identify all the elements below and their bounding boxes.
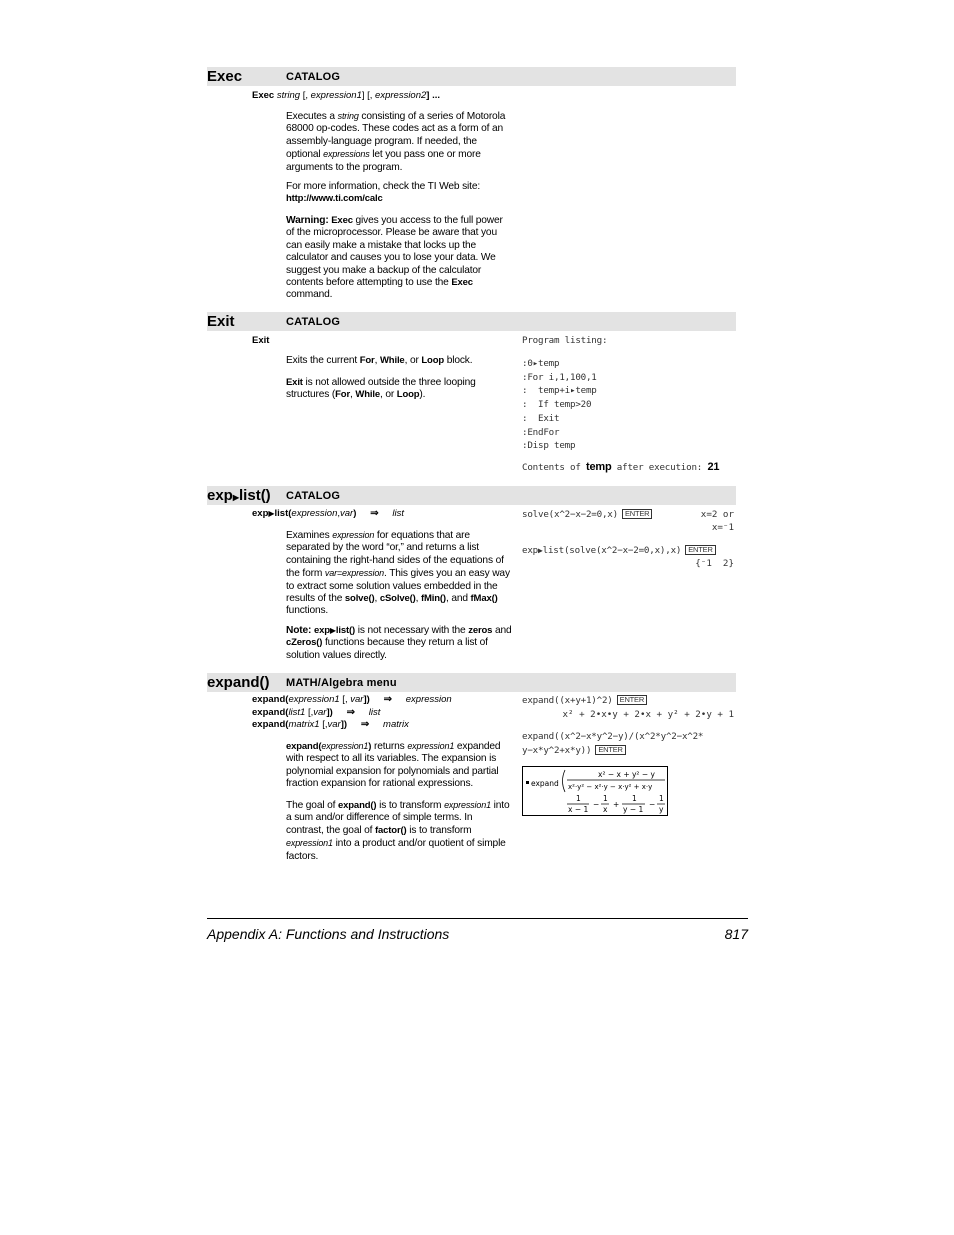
operator: − (593, 800, 600, 809)
code: solve(x^2−x−2=0,x) (522, 509, 618, 520)
syntax-result: list (392, 508, 405, 519)
text: expression1 (321, 741, 369, 751)
text: into a sum and/or difference of simple terms. In contrast, the goal of (286, 800, 510, 836)
term-numerator: 1 (632, 794, 637, 803)
term-numerator: 1 (603, 794, 608, 803)
code: fMax() (470, 593, 498, 605)
code: Exec (331, 215, 353, 226)
text: expression1 (444, 800, 491, 810)
code: list() (335, 625, 356, 636)
execution-result (522, 461, 719, 475)
syntax-line (252, 90, 440, 103)
title-part: list() (239, 487, 271, 504)
code-line: : temp+i▸temp (522, 385, 597, 397)
description-paragraph (286, 740, 512, 791)
syntax-result: matrix (383, 719, 409, 730)
text: Exits the current (286, 355, 360, 366)
term-numerator: 1 (659, 794, 664, 803)
syntax-line (252, 719, 409, 732)
warning-label: Warning: (286, 215, 332, 226)
code: cSolve() (379, 593, 416, 605)
code: Exec (451, 277, 473, 289)
enter-key: ENTER (622, 509, 652, 519)
code-line: expand((x^2−x*y^2−y)/(x^2*y^2−x^2* (522, 731, 704, 742)
text: and (492, 625, 512, 636)
code: exp (522, 545, 538, 556)
text: , or (404, 355, 422, 366)
text: expression1 (286, 838, 333, 849)
syntax-arg: expression1 (288, 694, 340, 705)
section-header-exec (207, 67, 736, 86)
example-result: x² + 2•x•y + 2•x + y² + 2•y + 1 (562, 709, 734, 720)
denominator: x²·y² − x²·y − x·y² + x·y (568, 783, 653, 791)
text: after execution: (611, 462, 708, 473)
syntax-punct: [, (305, 707, 314, 718)
syntax-arg: matrix1 (288, 719, 320, 730)
warning-paragraph (286, 215, 512, 302)
syntax-arg: expression2 (372, 90, 427, 101)
text: The goal of (286, 800, 339, 811)
term-denominator: x (603, 805, 608, 814)
info-paragraph (286, 181, 512, 206)
code: While (379, 355, 405, 366)
code: ) (368, 741, 372, 752)
entry-title: expand() (207, 674, 270, 691)
text: functions because they return a list of solution values directly. (286, 637, 488, 661)
syntax-punct: , (337, 508, 341, 519)
syntax-result: list (368, 707, 381, 718)
title-part: exp (207, 487, 233, 504)
program-listing (522, 357, 597, 453)
implies-arrow-icon: ⇒ (360, 719, 370, 730)
text: for equations that are separated by the word “or,” and returns a list containing the right-hand sides of the equations of the form (286, 530, 504, 580)
note-paragraph (286, 625, 512, 662)
text: Examines (286, 530, 333, 541)
text: Executes a (286, 111, 338, 122)
code: solve() (344, 593, 375, 605)
term-denominator: y − 1 (623, 805, 644, 814)
enter-key: ENTER (685, 545, 715, 555)
description-paragraph (286, 529, 512, 618)
text: string (337, 111, 359, 121)
text: , (374, 355, 380, 366)
text: is to transform (376, 800, 445, 811)
numerator: x² − x + y² − y (598, 770, 655, 779)
syntax-arg: var (350, 694, 364, 705)
result-line: x=⁻1 (711, 522, 734, 533)
section-header-expand (207, 673, 736, 692)
implies-arrow-icon: ⇒ (370, 508, 379, 519)
syntax-command: expand( (252, 707, 289, 718)
syntax-punct: ] [, (361, 90, 373, 101)
syntax-arg: var (340, 508, 354, 519)
example-result (701, 508, 734, 534)
entry-title: Exec (207, 68, 243, 85)
example-input (522, 694, 647, 708)
operator: − (649, 800, 656, 809)
text: returns (371, 741, 408, 752)
syntax-punct: ]) (363, 694, 370, 705)
enter-key: ENTER (595, 745, 625, 755)
syntax-punct: ) (353, 508, 357, 519)
entry-title (207, 486, 271, 507)
code: expand((x+y+1)^2) (522, 695, 613, 706)
triangle-right-icon: ▶ (268, 509, 275, 518)
term-denominator: x − 1 (568, 805, 589, 814)
text: , (374, 593, 380, 605)
code: factor() (375, 824, 407, 836)
syntax-arg: expression1 (307, 90, 362, 101)
function-label: expand (531, 779, 559, 788)
code-line: :Disp temp (522, 440, 576, 452)
text: ). (419, 389, 426, 401)
result-line: x=2 or (700, 509, 734, 520)
syntax-arg: list1 (288, 707, 306, 718)
syntax-arg: var (327, 719, 341, 730)
syntax-arg: var (313, 707, 327, 718)
text: , (350, 389, 356, 401)
bullet-marker (526, 781, 529, 784)
code: cZeros() (286, 637, 323, 649)
section-header-explist (207, 486, 736, 505)
restriction-paragraph (286, 377, 512, 402)
syntax-punct: ]) (326, 707, 333, 718)
example-input (522, 508, 652, 522)
menu-location: CATALOG (286, 490, 341, 502)
code-line: : If temp>20 (522, 399, 592, 411)
syntax-command: Exec (252, 90, 275, 101)
menu-location: MATH/Algebra menu (286, 677, 397, 689)
syntax-command: expand( (252, 694, 289, 705)
left-paren (563, 770, 566, 792)
code: fMin() (421, 593, 446, 605)
entry-title: Exit (207, 313, 235, 330)
page-number: 817 (724, 926, 748, 942)
text: expression1 (407, 741, 455, 751)
operator: + (613, 800, 620, 809)
web-link[interactable]: http://www.ti.com/calc (286, 193, 383, 205)
text: is not allowed outside the three looping structures ( (286, 377, 476, 401)
code-line: : Exit (522, 412, 560, 424)
text: var=expression (324, 568, 385, 579)
text: consisting of a series of Motorola 68000 op-codes. These codes act as a form of an assembly-language program. If needed, the optional (286, 111, 506, 161)
text: expression (332, 530, 375, 540)
syntax-punct: [, (339, 694, 351, 705)
enter-key: ENTER (617, 695, 647, 705)
syntax-command: exp (252, 508, 269, 519)
text: , and (445, 593, 471, 605)
text: is to transform (406, 824, 472, 836)
example-result: {⁻1 2} (695, 558, 734, 569)
code: For (335, 389, 351, 401)
code: list(solve(x^2−x−2=0,x),x) (542, 545, 682, 556)
code: Exit (286, 377, 303, 388)
syntax-command: list( (274, 508, 292, 519)
text: expanded with respect to all its variables. The expansion is polynomial expansion for polynomials and partial fraction expansion for rational expressions. (286, 741, 501, 790)
syntax-command: expand( (252, 719, 289, 730)
text: . This gives you an easy way to extract some solution values embedded in the results of the (286, 568, 510, 605)
syntax-line (252, 335, 269, 348)
implies-arrow-icon: ⇒ (346, 707, 355, 718)
syntax-command: Exit (252, 335, 270, 346)
triangle-right-icon: ▶ (538, 546, 543, 555)
note-label: Note: (286, 625, 314, 636)
code: For (359, 355, 375, 366)
code: expand() (338, 800, 377, 811)
text: let you pass one or more arguments to the program. (286, 149, 481, 173)
text: command. (286, 289, 333, 301)
implies-arrow-icon: ⇒ (383, 694, 392, 705)
variable-name: temp (585, 461, 612, 473)
code: Loop (421, 355, 445, 366)
code-line: :EndFor (522, 426, 560, 438)
syntax-punct: ] ... (426, 90, 441, 101)
syntax-line (252, 508, 404, 521)
section-header-exit (207, 312, 736, 331)
code: y−x*y^2+x*y)) (522, 744, 592, 756)
code-line: :0▸temp (522, 358, 560, 369)
syntax-arg: expression (291, 508, 338, 519)
code: While (355, 389, 380, 401)
text: , (415, 593, 421, 605)
syntax-arg: string (276, 90, 301, 101)
calculator-screen (522, 766, 668, 816)
syntax-line (252, 694, 452, 707)
triangle-right-icon: ▶ (329, 626, 336, 635)
text: gives you access to the full power of the microprocessor. Please be aware that you can easily make a mistake that locks up the calculator and causes you to lose your data. We suggest you make a backup of the calculator contents before attempting to use the (286, 215, 503, 289)
text: Contents of (522, 462, 586, 473)
code: expand( (286, 741, 322, 752)
menu-location: CATALOG (286, 316, 341, 328)
example-input (522, 730, 703, 757)
term-denominator: y (659, 805, 664, 814)
code: Loop (396, 389, 420, 401)
syntax-result: expression (405, 694, 452, 705)
syntax-punct: [, (300, 90, 308, 101)
syntax-punct: ]) (340, 719, 348, 730)
example-input (522, 544, 716, 558)
code-line: :For i,1,100,1 (522, 371, 597, 383)
description-paragraph (286, 355, 512, 367)
code: zeros (468, 625, 493, 636)
triangle-right-icon: ▶ (232, 493, 240, 502)
text: For more information, check the TI Web site: (286, 181, 481, 192)
goal-paragraph (286, 799, 512, 863)
footer-title: Appendix A: Functions and Instructions (207, 926, 450, 942)
syntax-line (252, 707, 380, 720)
menu-location: CATALOG (286, 71, 341, 83)
text: expressions (323, 149, 370, 160)
footer-rule (207, 918, 748, 919)
text: , or (379, 389, 397, 401)
description-paragraph (286, 110, 512, 174)
result-value: 21 (707, 461, 720, 473)
program-listing-label: Program listing: (522, 335, 608, 346)
text: into a product and/or quotient of simple factors. (286, 838, 506, 862)
text: block. (444, 355, 473, 366)
syntax-punct: [, (319, 719, 328, 730)
text: is not necessary with the (355, 625, 469, 636)
code: exp (313, 625, 330, 636)
text: functions. (286, 605, 329, 617)
expand-result-display (523, 767, 667, 815)
term-numerator: 1 (576, 794, 581, 803)
